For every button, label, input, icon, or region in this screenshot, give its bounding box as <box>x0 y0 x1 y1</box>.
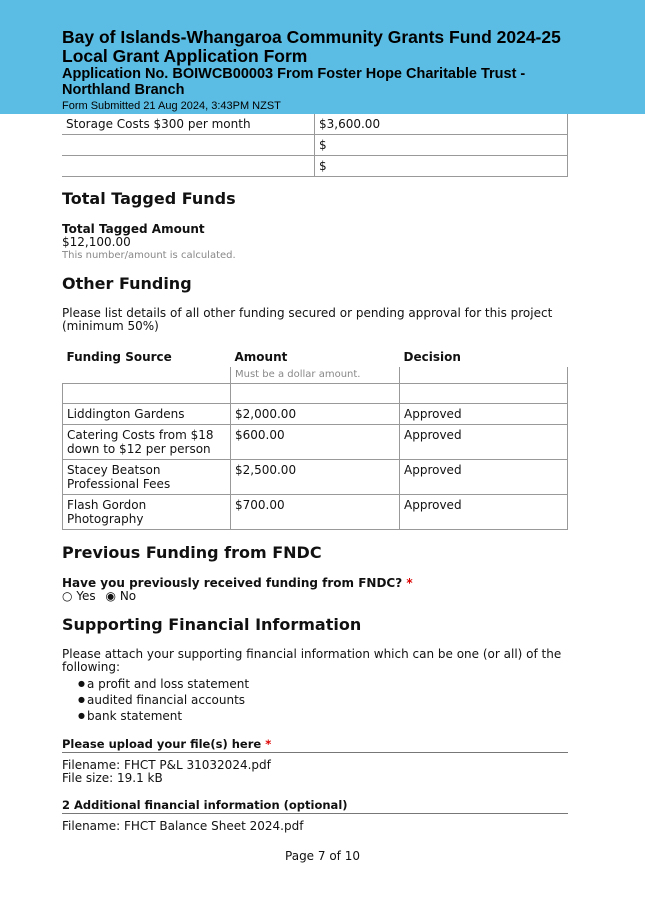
previous-funding-heading: Previous Funding from FNDC <box>62 543 322 562</box>
page-number: Page 7 of 10 <box>285 849 360 863</box>
uploaded-file-size: File size: 19.1 kB <box>62 771 163 785</box>
funding-amount-cell: $2,000.00 <box>231 404 400 425</box>
table-row <box>63 495 568 530</box>
radio-no[interactable]: ◉ <box>105 589 116 603</box>
funding-source-cell: Stacey Beatson Professional Fees <box>63 460 231 495</box>
supporting-description: Please attach your supporting financial information which can be one (or all) of the following: <box>62 647 562 674</box>
funding-decision-cell: Approved <box>400 404 568 425</box>
list-item: ● bank statement <box>78 708 568 724</box>
cost-description-cell: Storage Costs $300 per month <box>62 114 315 135</box>
table-row <box>63 384 568 404</box>
column-header-funding-source: Funding Source <box>66 350 172 364</box>
funding-decision-cell: Approved <box>400 495 568 530</box>
table-row <box>63 460 568 495</box>
funding-source-cell <box>63 384 231 404</box>
total-tagged-label: Total Tagged Amount <box>62 222 205 236</box>
funding-source-cell: Liddington Gardens <box>63 404 231 425</box>
additional-financial-label: 2 Additional financial information (optional) <box>62 799 568 814</box>
cost-description-cell <box>62 156 315 177</box>
uploaded-file-name[interactable]: Filename: FHCT P&L 31032024.pdf <box>62 758 271 772</box>
table-row <box>63 425 568 460</box>
funding-decision-cell <box>400 384 568 404</box>
hint-spacer-cell <box>63 367 231 384</box>
other-funding-table <box>62 348 568 530</box>
form-title-line2: Local Grant Application Form <box>62 46 308 66</box>
funding-source-cell: Flash Gordon Photography <box>63 495 231 530</box>
funding-source-cell: Catering Costs from $18 down to $12 per person <box>63 425 231 460</box>
form-title-line1: Bay of Islands-Whangaroa Community Grants Fund 2024-25 <box>62 27 561 47</box>
total-tagged-value: $12,100.00 <box>62 235 131 249</box>
calculated-hint: This number/amount is calculated. <box>62 250 236 261</box>
previous-funding-question-text: Have you previously received funding from FNDC? <box>62 576 403 590</box>
hint-spacer-cell <box>400 367 568 384</box>
radio-yes[interactable]: ○ <box>62 589 73 603</box>
list-item: ● a profit and loss statement <box>78 676 568 692</box>
table-row <box>63 404 568 425</box>
cost-amount-cell: $ <box>315 135 568 156</box>
application-line1: Application No. BOIWCB00003 From Foster Hope Charitable Trust - <box>62 66 526 82</box>
form-content <box>62 114 568 833</box>
funding-amount-cell <box>231 384 400 404</box>
column-header-amount: Amount <box>234 350 288 364</box>
funding-decision-cell: Approved <box>400 460 568 495</box>
list-item: ● audited financial accounts <box>78 692 568 708</box>
supporting-bullet-list <box>62 676 568 724</box>
required-marker: * <box>265 737 272 751</box>
previous-funding-radio-group <box>62 590 568 603</box>
supporting-financial-heading: Supporting Financial Information <box>62 615 362 634</box>
column-header-decision: Decision <box>403 350 461 364</box>
other-funding-description: Please list details of all other funding secured or pending approval for this project (minimum 50%) <box>62 306 553 333</box>
application-line2: Northland Branch <box>62 82 185 98</box>
upload-files-label-text: Please upload your file(s) here <box>62 737 262 751</box>
cost-description-cell <box>62 135 315 156</box>
table-hint-row <box>63 367 568 384</box>
cost-amount-cell: $3,600.00 <box>315 114 568 135</box>
additional-file-name[interactable]: Filename: FHCT Balance Sheet 2024.pdf <box>62 819 304 833</box>
funding-amount-cell: $2,500.00 <box>231 460 400 495</box>
submitted-date: Form Submitted 21 Aug 2024, 3:43PM NZST <box>62 100 281 112</box>
amount-hint: Must be a dollar amount. <box>231 367 400 384</box>
cost-amount-cell: $ <box>315 156 568 177</box>
radio-no-label: No <box>119 589 137 603</box>
costs-table <box>62 114 568 177</box>
table-header-row <box>63 348 568 367</box>
upload-files-label <box>62 738 568 753</box>
form-header <box>0 0 645 114</box>
radio-yes-label: Yes <box>76 589 96 603</box>
required-marker: * <box>406 576 413 590</box>
other-funding-heading: Other Funding <box>62 274 192 293</box>
previous-funding-question <box>62 577 568 590</box>
total-tagged-heading: Total Tagged Funds <box>62 189 236 208</box>
table-row <box>62 114 568 135</box>
table-row <box>62 135 568 156</box>
table-row <box>62 156 568 177</box>
funding-decision-cell: Approved <box>400 425 568 460</box>
funding-amount-cell: $700.00 <box>231 495 400 530</box>
funding-amount-cell: $600.00 <box>231 425 400 460</box>
